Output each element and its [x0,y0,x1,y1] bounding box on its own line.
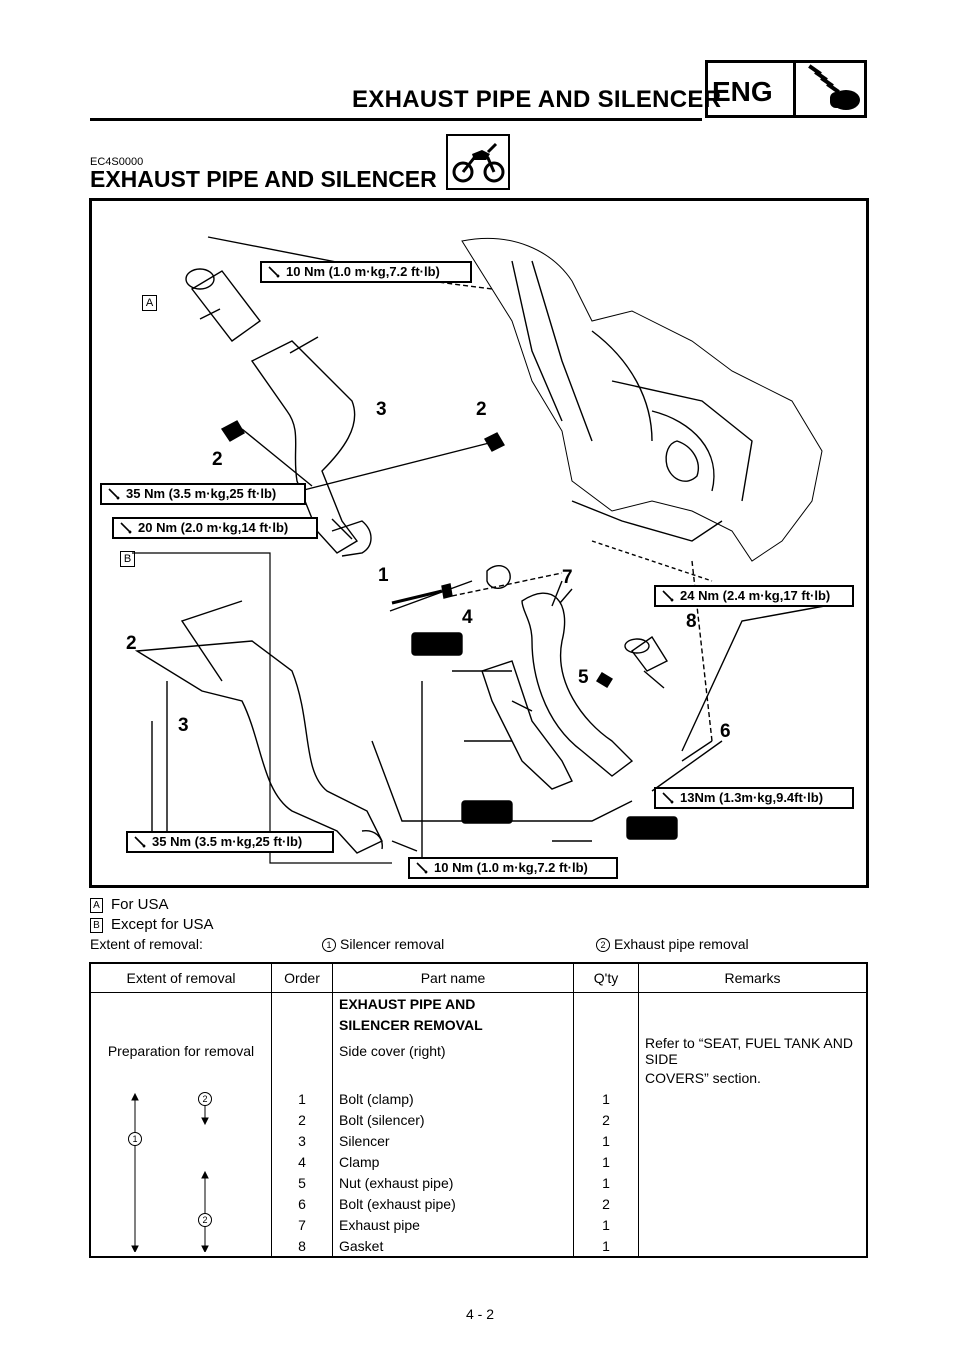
row-order: 4 [272,1151,333,1172]
row-qty: 1 [574,1235,639,1257]
table-row [90,1014,867,1035]
row-order: 3 [272,1130,333,1151]
procedure-heading-line2: SILENCER REMOVAL [333,1014,574,1035]
section-code: EC4S0000 [90,156,144,168]
table-row [90,1035,867,1067]
torque-spec-silencer-bracket [260,261,472,283]
torque-spec-exhaust-pipe-bolt [654,585,854,607]
callout-2: 2 [212,449,223,470]
range-mark-2: 2 [198,1213,212,1227]
extent-range-cell [90,1088,272,1257]
callout-7: 7 [562,567,573,588]
note-letter-a: A [90,898,103,913]
torque-spec-text: 13Nm (1.3m·kg,9.4ft·lb) [680,790,824,805]
removal-steps-table [89,962,868,1258]
callout-3: 3 [178,715,189,736]
wrench-icon [415,861,429,875]
torque-spec-text: 10 Nm (1.0 m·kg,7.2 ft·lb) [434,860,588,875]
callout-2: 2 [126,633,137,654]
row-order: 8 [272,1235,333,1257]
extent-item-text: Exhaust pipe removal [614,936,749,952]
row-qty: 1 [574,1151,639,1172]
torque-spec-text: 20 Nm (2.0 m·kg,14 ft·lb) [138,520,289,535]
page-number: 4 - 2 [465,1306,494,1322]
torque-spec-clamp-bolt [112,517,318,539]
row-order: 6 [272,1193,333,1214]
col-header-qty: Q'ty [574,963,639,993]
label-a-box: A [142,295,157,311]
row-part: Nut (exhaust pipe) [333,1172,574,1193]
wrench-icon [267,265,281,279]
callout-5: 5 [578,667,589,688]
callout-4: 4 [462,607,473,628]
procedure-heading-line1: EXHAUST PIPE AND [333,993,574,1015]
range-arrows [95,1092,255,1252]
exhaust-illustration [92,201,866,885]
row-order: 1 [272,1088,333,1109]
row-order: 5 [272,1172,333,1193]
row-part: Bolt (silencer) [333,1109,574,1130]
table-row [90,1088,867,1109]
prep-remarks-line1: Refer to “SEAT, FUEL TANK AND SIDE [639,1035,868,1067]
range-mark-1: 1 [128,1132,142,1146]
row-qty: 2 [574,1193,639,1214]
col-header-remarks: Remarks [639,963,868,993]
wrench-icon [107,487,121,501]
callout-1: 1 [378,565,389,586]
row-part: Bolt (exhaust pipe) [333,1193,574,1214]
wrench-icon [661,791,675,805]
prep-label: Preparation for removal [90,1035,272,1067]
circled-number: 2 [596,938,610,952]
page-header-title: EXHAUST PIPE AND SILENCER [352,86,722,113]
callout-3: 3 [376,399,387,420]
eng-badge-divider [793,60,796,118]
motorcycle-icon [448,136,508,188]
section-title: EXHAUST PIPE AND SILENCER [90,166,437,192]
wrench-icon [661,589,675,603]
row-part: Exhaust pipe [333,1214,574,1235]
label-b-box: B [120,551,135,567]
row-qty: 1 [574,1130,639,1151]
row-qty: 2 [574,1109,639,1130]
callout-6: 6 [720,721,731,742]
note-except-usa [90,916,214,933]
motorcycle-icon-box [446,134,510,190]
exhaust-diagram [89,198,869,888]
row-part: Gasket [333,1235,574,1257]
header-rule [90,118,702,121]
col-header-order: Order [272,963,333,993]
engine-icon [800,64,862,114]
range-mark-2: 2 [198,1092,212,1106]
circled-number: 1 [322,938,336,952]
torque-spec-silencer-bolt-b [126,831,334,853]
note-letter-b: B [90,918,103,933]
callout-2: 2 [476,399,487,420]
torque-spec-text: 35 Nm (3.5 m·kg,25 ft·lb) [126,486,277,501]
row-part: Clamp [333,1151,574,1172]
col-header-extent: Extent of removal [90,963,272,993]
prep-remarks-line2: COVERS” section. [639,1067,868,1088]
callout-8: 8 [686,611,697,632]
extent-item-1 [322,936,444,952]
col-header-part: Part name [333,963,574,993]
extent-label: Extent of removal: [90,936,203,952]
row-part: Silencer [333,1130,574,1151]
torque-spec-bracket-bolt [408,857,618,879]
note-for-usa [90,896,169,913]
row-order: 7 [272,1214,333,1235]
wrench-icon [133,835,147,849]
table-header-row [90,963,867,993]
prep-part: Side cover (right) [333,1035,574,1067]
row-part: Bolt (clamp) [333,1088,574,1109]
torque-spec-text: 35 Nm (3.5 m·kg,25 ft·lb) [152,834,303,849]
torque-spec-exhaust-pipe-nut [654,787,854,809]
note-text: Except for USA [111,916,214,933]
row-order: 2 [272,1109,333,1130]
row-qty: 1 [574,1214,639,1235]
eng-badge-label: ENG [712,76,773,107]
extent-item-2 [596,936,749,952]
table-row [90,1067,867,1088]
torque-spec-silencer-bolt [100,483,306,505]
row-qty: 1 [574,1088,639,1109]
note-text: For USA [111,896,169,913]
table-row [90,993,867,1015]
row-qty: 1 [574,1172,639,1193]
extent-item-text: Silencer removal [340,936,445,952]
torque-spec-text: 10 Nm (1.0 m·kg,7.2 ft·lb) [286,264,440,279]
wrench-icon [119,521,133,535]
torque-spec-text: 24 Nm (2.4 m·kg,17 ft·lb) [680,588,831,603]
